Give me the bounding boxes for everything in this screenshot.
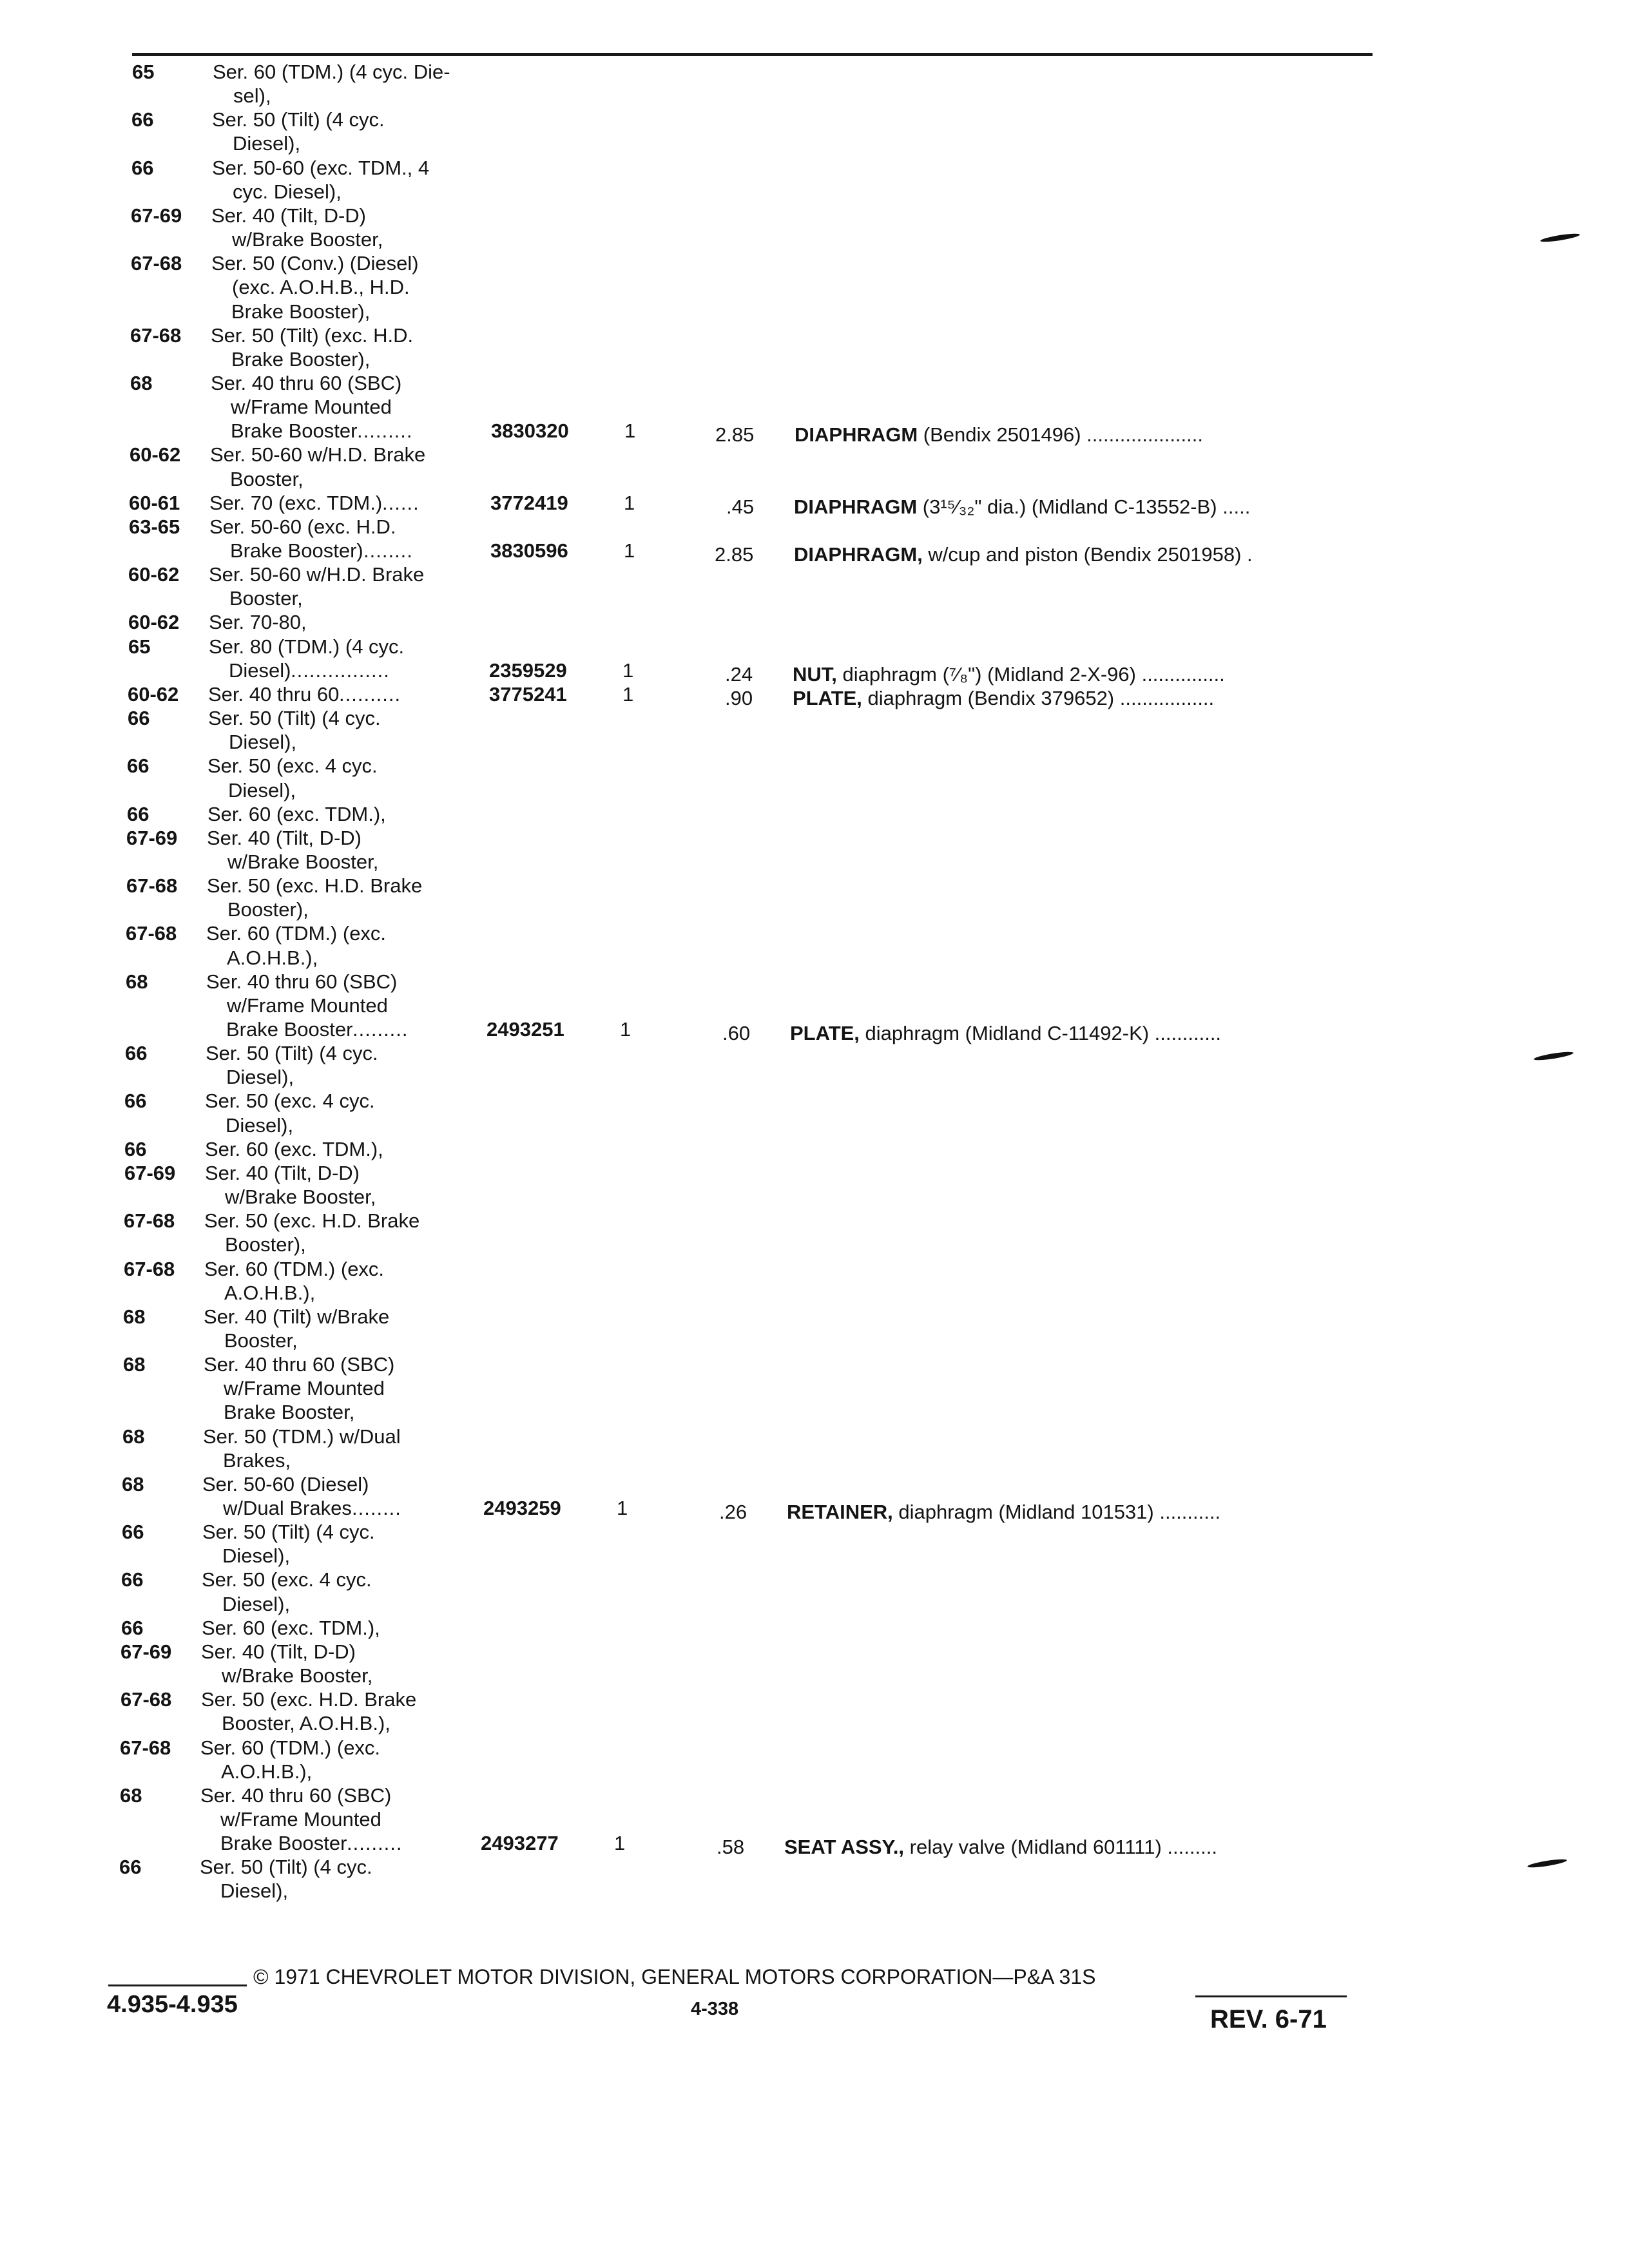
table-row xyxy=(0,59,1629,85)
model-year: 66 xyxy=(124,1137,147,1160)
model-year: 66 xyxy=(128,707,150,730)
application-text: w/Frame Mounted xyxy=(231,396,392,419)
leader-dots: .......... xyxy=(339,682,401,706)
footer-rule-left xyxy=(108,1984,247,1986)
table-row xyxy=(0,921,1629,947)
application-text: Diesel), xyxy=(228,778,296,802)
table-row xyxy=(0,1639,1629,1665)
application-text: w/Frame Mounted xyxy=(220,1807,381,1831)
model-year: 66 xyxy=(127,802,149,825)
table-row xyxy=(0,203,1629,229)
footer-page-number: 4-338 xyxy=(691,1999,739,2019)
table-row xyxy=(0,1041,1629,1066)
application-text: Ser. 50 (exc. 4 cyc. xyxy=(205,1090,375,1113)
part-name: DIAPHRAGM xyxy=(794,495,918,518)
model-year: 60-62 xyxy=(128,682,179,706)
application-text: Booster), xyxy=(225,1233,306,1256)
model-year: 68 xyxy=(122,1472,144,1495)
application-text: Ser. 60 (TDM.) (exc. xyxy=(204,1257,385,1280)
part-number: 3772419 xyxy=(490,491,568,514)
application-text: Ser. 50-60 (exc. TDM., 4 xyxy=(212,156,430,179)
application-text: Ser. 50-60 (exc. H.D. xyxy=(209,515,396,538)
model-year: 66 xyxy=(121,1568,144,1591)
table-row xyxy=(0,442,1629,468)
table-row xyxy=(0,299,1629,325)
leader-dots: ...... xyxy=(382,491,419,514)
table-row xyxy=(0,538,1629,564)
table-row xyxy=(0,1472,1629,1497)
quantity: 1 xyxy=(617,1497,628,1519)
table-row xyxy=(0,466,1629,492)
table-row xyxy=(0,394,1629,420)
part-number: 3830596 xyxy=(490,539,568,562)
model-year: 65 xyxy=(128,635,151,658)
table-row xyxy=(0,179,1629,205)
application-text: sel), xyxy=(233,84,271,108)
table-row xyxy=(0,251,1629,276)
application-text: Booster, A.O.H.B.), xyxy=(222,1712,390,1735)
model-year: 67-69 xyxy=(126,826,178,849)
part-name: DIAPHRAGM, xyxy=(794,543,923,566)
table-row xyxy=(0,1328,1629,1354)
application-text: Ser. 80 (TDM.) (4 cyc. xyxy=(209,635,405,658)
application-text: Brake Booster), xyxy=(231,347,371,370)
application-text: (exc. A.O.H.B., H.D. xyxy=(232,276,410,299)
table-row xyxy=(0,1759,1629,1785)
application-text: Ser. 60 (exc. TDM.), xyxy=(207,802,386,825)
table-row xyxy=(0,514,1629,540)
leader-dots: ......... xyxy=(347,1832,403,1855)
application-text: Ser. 50 (exc. 4 cyc. xyxy=(207,754,378,778)
model-year: 66 xyxy=(131,108,154,131)
table-row xyxy=(0,1735,1629,1761)
table-row xyxy=(0,370,1629,396)
top-rule xyxy=(132,53,1373,56)
model-year: 66 xyxy=(127,754,149,778)
application-text: Ser. 50 (Tilt) (4 cyc. xyxy=(202,1521,375,1544)
application-text: Ser. 60 (TDM.) (exc. xyxy=(206,922,387,945)
application-text: Ser. 60 (TDM.) (4 cyc. Die- xyxy=(213,61,450,83)
model-year: 68 xyxy=(122,1425,145,1448)
application-text: Brake Booster) xyxy=(230,539,363,562)
table-row xyxy=(0,682,1629,707)
part-number: 3775241 xyxy=(489,682,567,706)
application-text: Ser. 40 thru 60 (SBC) xyxy=(204,1353,395,1376)
part-detail: diaphragm (Bendix 379652) ................. xyxy=(862,686,1215,709)
model-year: 67-68 xyxy=(124,1209,175,1233)
table-row xyxy=(0,107,1629,133)
model-year: 67-69 xyxy=(120,1640,172,1663)
application-text: Ser. 50 (exc. H.D. Brake xyxy=(201,1688,417,1711)
model-year: 67-68 xyxy=(126,922,177,945)
footer-section-number: 4.935-4.935 xyxy=(107,1991,238,2018)
model-year: 67-68 xyxy=(131,252,182,275)
model-year: 67-68 xyxy=(124,1257,175,1280)
application-text: Brake Booster xyxy=(226,1018,353,1041)
application-text: Ser. 50 (Tilt) (4 cyc. xyxy=(212,108,385,131)
leader-dots: ........ xyxy=(352,1497,401,1519)
table-row xyxy=(0,1256,1629,1282)
application-text: Ser. 40 thru 60 (SBC) xyxy=(206,970,398,993)
leader-dots: ......... xyxy=(352,1018,409,1041)
application-text: w/Frame Mounted xyxy=(224,1377,385,1400)
model-year: 68 xyxy=(126,970,148,993)
part-name: SEAT ASSY., xyxy=(784,1836,905,1859)
application-text: Diesel), xyxy=(222,1592,291,1615)
table-row xyxy=(0,706,1629,731)
application-text: Booster), xyxy=(227,898,309,921)
table-row xyxy=(0,1064,1629,1090)
application-text: Ser. 50-60 w/H.D. Brake xyxy=(210,443,426,466)
application-text: Ser. 50 (exc. H.D. Brake xyxy=(207,874,423,898)
part-detail: (3¹⁵⁄₃₂" dia.) (Midland C-13552-B) ..... xyxy=(917,495,1251,518)
part-number: 3830320 xyxy=(491,419,569,443)
footer-rule-right xyxy=(1195,1995,1347,1997)
price: 2.85 xyxy=(715,423,755,447)
table-row xyxy=(0,849,1629,875)
quantity: 1 xyxy=(614,1832,626,1855)
price: .60 xyxy=(722,1022,751,1044)
leader-dots: ........ xyxy=(363,539,413,562)
application-text: cyc. Diesel), xyxy=(233,180,342,203)
table-row xyxy=(0,1448,1629,1474)
part-name: PLATE, xyxy=(793,686,862,709)
part-name: RETAINER, xyxy=(787,1501,893,1523)
table-row xyxy=(0,1615,1629,1641)
table-row xyxy=(0,1352,1629,1378)
table-row xyxy=(0,1567,1629,1593)
application-text: A.O.H.B.), xyxy=(224,1281,316,1304)
table-row xyxy=(0,1424,1629,1450)
application-text: A.O.H.B.), xyxy=(221,1760,313,1783)
model-year: 67-68 xyxy=(120,1688,172,1711)
part-detail: diaphragm (Midland C-11492-K) ............ xyxy=(859,1022,1222,1044)
table-row xyxy=(0,802,1629,827)
table-row xyxy=(0,83,1629,109)
application-text: Brakes, xyxy=(223,1448,291,1472)
table-row xyxy=(0,969,1629,995)
price: .58 xyxy=(717,1836,745,1859)
application-text: A.O.H.B.), xyxy=(227,946,318,969)
table-row xyxy=(0,778,1629,803)
model-year: 66 xyxy=(122,1521,144,1544)
model-year: 63-65 xyxy=(129,515,180,538)
table-row xyxy=(0,1854,1629,1880)
model-year: 67-68 xyxy=(126,874,178,898)
part-detail: diaphragm (⁷⁄₈") (Midland 2-X-96) ............... xyxy=(836,662,1225,686)
leader-dots: ................ xyxy=(291,658,390,682)
application-text: Booster, xyxy=(230,467,304,490)
application-text: Diesel), xyxy=(222,1544,291,1568)
table-row xyxy=(0,418,1629,447)
application-text: Brake Booster, xyxy=(224,1401,355,1424)
application-text: w/Brake Booster, xyxy=(222,1664,373,1687)
table-row xyxy=(0,1280,1629,1306)
application-text: w/Brake Booster, xyxy=(227,850,379,873)
application-text: Ser. 70 (exc. TDM.) xyxy=(209,491,383,514)
table-row xyxy=(0,610,1629,635)
table-row xyxy=(0,1376,1629,1401)
model-year: 68 xyxy=(120,1783,142,1807)
footer-copyright: © 1971 CHEVROLET MOTOR DIVISION, GENERAL MOTORS CORPORATION—P&A 31S xyxy=(253,1965,1096,1988)
quantity: 1 xyxy=(624,539,635,562)
table-row xyxy=(0,1687,1629,1713)
table-row xyxy=(0,658,1629,684)
application-text: Brake Booster xyxy=(220,1832,347,1855)
application-text: Ser. 60 (exc. TDM.), xyxy=(205,1137,383,1160)
model-year: 66 xyxy=(124,1090,147,1113)
model-year: 67-69 xyxy=(131,204,182,227)
leader-dots: ......... xyxy=(357,419,413,443)
part-number: 2493277 xyxy=(481,1832,559,1855)
table-row xyxy=(0,825,1629,851)
table-row xyxy=(0,1304,1629,1330)
table-row xyxy=(0,729,1629,755)
part-name: NUT, xyxy=(793,662,837,686)
application-text: Ser. 40 (Tilt, D-D) xyxy=(205,1161,360,1184)
part-detail: (Bendix 2501496) ..................... xyxy=(918,423,1203,447)
table-row xyxy=(0,1663,1629,1689)
table-row xyxy=(0,945,1629,971)
table-row xyxy=(0,1783,1629,1809)
application-text: Booster, xyxy=(229,587,303,610)
table-row xyxy=(0,227,1629,253)
table-row xyxy=(0,873,1629,899)
quantity: 1 xyxy=(620,1018,631,1041)
application-text: Ser. 50-60 w/H.D. Brake xyxy=(209,563,425,586)
table-row xyxy=(0,897,1629,923)
application-text: Ser. 50-60 (Diesel) xyxy=(202,1472,369,1495)
table-row xyxy=(0,753,1629,779)
application-text: w/Brake Booster, xyxy=(225,1186,376,1209)
application-text: w/Dual Brakes xyxy=(223,1497,352,1519)
table-row xyxy=(0,1399,1629,1425)
price: .24 xyxy=(725,662,753,686)
application-text: Diesel), xyxy=(226,1113,294,1137)
price: .26 xyxy=(719,1501,747,1523)
application-text: Brake Booster), xyxy=(231,300,371,323)
application-text: Ser. 50 (TDM.) w/Dual xyxy=(203,1425,401,1448)
application-text: Ser. 40 (Tilt, D-D) xyxy=(207,826,361,849)
price: 2.85 xyxy=(715,543,754,566)
table-row xyxy=(0,1160,1629,1186)
application-text: Ser. 60 (exc. TDM.), xyxy=(202,1616,380,1639)
application-text: Diesel), xyxy=(233,132,301,155)
application-text: w/Frame Mounted xyxy=(227,994,388,1017)
price: .90 xyxy=(725,686,753,709)
application-text: Diesel), xyxy=(229,731,297,754)
table-row xyxy=(0,1878,1629,1904)
model-year: 66 xyxy=(119,1856,142,1879)
model-year: 66 xyxy=(121,1616,144,1639)
table-row xyxy=(0,1137,1629,1162)
table-row xyxy=(0,562,1629,588)
table-row xyxy=(0,274,1629,300)
model-year: 66 xyxy=(125,1042,148,1065)
application-text: Ser. 50 (exc. 4 cyc. xyxy=(202,1568,372,1591)
part-number: 2359529 xyxy=(489,658,567,682)
application-text: Ser. 50 (exc. H.D. Brake xyxy=(204,1209,420,1233)
table-row xyxy=(0,323,1629,349)
table-row xyxy=(0,131,1629,157)
part-number: 2493251 xyxy=(487,1018,564,1041)
table-row xyxy=(0,634,1629,660)
application-text: Ser. 40 thru 60 (SBC) xyxy=(211,371,402,394)
part-detail: w/cup and piston (Bendix 2501958) . xyxy=(922,543,1253,566)
table-row xyxy=(0,1232,1629,1258)
application-text: Ser. 40 (Tilt) w/Brake xyxy=(204,1305,390,1328)
table-row xyxy=(0,1543,1629,1569)
application-text: Ser. 40 (Tilt, D-D) xyxy=(211,204,366,227)
application-text: Ser. 40 (Tilt, D-D) xyxy=(201,1640,356,1663)
application-text: Brake Booster xyxy=(231,419,358,443)
table-row xyxy=(0,490,1629,516)
table-row xyxy=(0,1208,1629,1234)
table-row xyxy=(0,1184,1629,1210)
application-text: Diesel), xyxy=(220,1879,289,1903)
table-row xyxy=(0,1113,1629,1139)
model-year: 68 xyxy=(123,1353,146,1376)
application-text: Booster, xyxy=(224,1329,298,1352)
quantity: 1 xyxy=(624,419,636,443)
table-row xyxy=(0,1591,1629,1617)
table-row xyxy=(0,1831,1629,1859)
application-text: Ser. 60 (TDM.) (exc. xyxy=(200,1736,381,1759)
footer-revision: REV. 6-71 xyxy=(1210,2005,1327,2033)
model-year: 68 xyxy=(130,371,153,394)
table-row xyxy=(0,993,1629,1019)
table-row xyxy=(0,1807,1629,1832)
table-row xyxy=(0,1519,1629,1545)
quantity: 1 xyxy=(622,682,634,706)
model-year: 66 xyxy=(131,156,154,179)
table-row xyxy=(0,1711,1629,1736)
model-year: 60-62 xyxy=(128,563,180,586)
model-year: 60-61 xyxy=(129,491,180,514)
application-text: w/Brake Booster, xyxy=(232,228,383,251)
model-year: 67-69 xyxy=(124,1161,176,1184)
part-name: PLATE, xyxy=(790,1022,860,1044)
part-name: DIAPHRAGM xyxy=(795,423,918,447)
application-text: Diesel), xyxy=(226,1066,294,1089)
table-row xyxy=(0,1088,1629,1114)
application-text: Diesel) xyxy=(229,658,291,682)
application-text: Ser. 40 thru 60 xyxy=(208,682,340,706)
table-row xyxy=(0,1495,1629,1521)
application-text: Ser. 50 (Tilt) (4 cyc. xyxy=(200,1856,372,1879)
application-text: Ser. 50 (Tilt) (4 cyc. xyxy=(208,707,381,730)
model-year: 60-62 xyxy=(128,611,180,634)
table-row xyxy=(0,155,1629,181)
model-year: 67-68 xyxy=(130,323,182,347)
table-row xyxy=(0,1017,1629,1043)
application-text: Ser. 70-80, xyxy=(209,611,307,634)
part-detail: relay valve (Midland 601111) ......... xyxy=(904,1836,1217,1859)
model-year: 68 xyxy=(123,1305,146,1328)
quantity: 1 xyxy=(624,491,635,514)
application-text: Ser. 50 (Tilt) (exc. H.D. xyxy=(211,323,414,347)
part-number: 2493259 xyxy=(483,1497,561,1519)
model-year: 65 xyxy=(132,61,155,83)
table-row xyxy=(0,347,1629,372)
model-year: 67-68 xyxy=(120,1736,171,1759)
application-text: Ser. 50 (Tilt) (4 cyc. xyxy=(206,1042,378,1065)
table-row xyxy=(0,586,1629,611)
price: .45 xyxy=(726,495,755,518)
quantity: 1 xyxy=(622,658,634,682)
model-year: 60-62 xyxy=(130,443,181,466)
application-text: Ser. 50 (Conv.) (Diesel) xyxy=(211,252,419,275)
application-text: Ser. 40 thru 60 (SBC) xyxy=(200,1783,392,1807)
part-detail: diaphragm (Midland 101531) ........... xyxy=(892,1501,1221,1523)
